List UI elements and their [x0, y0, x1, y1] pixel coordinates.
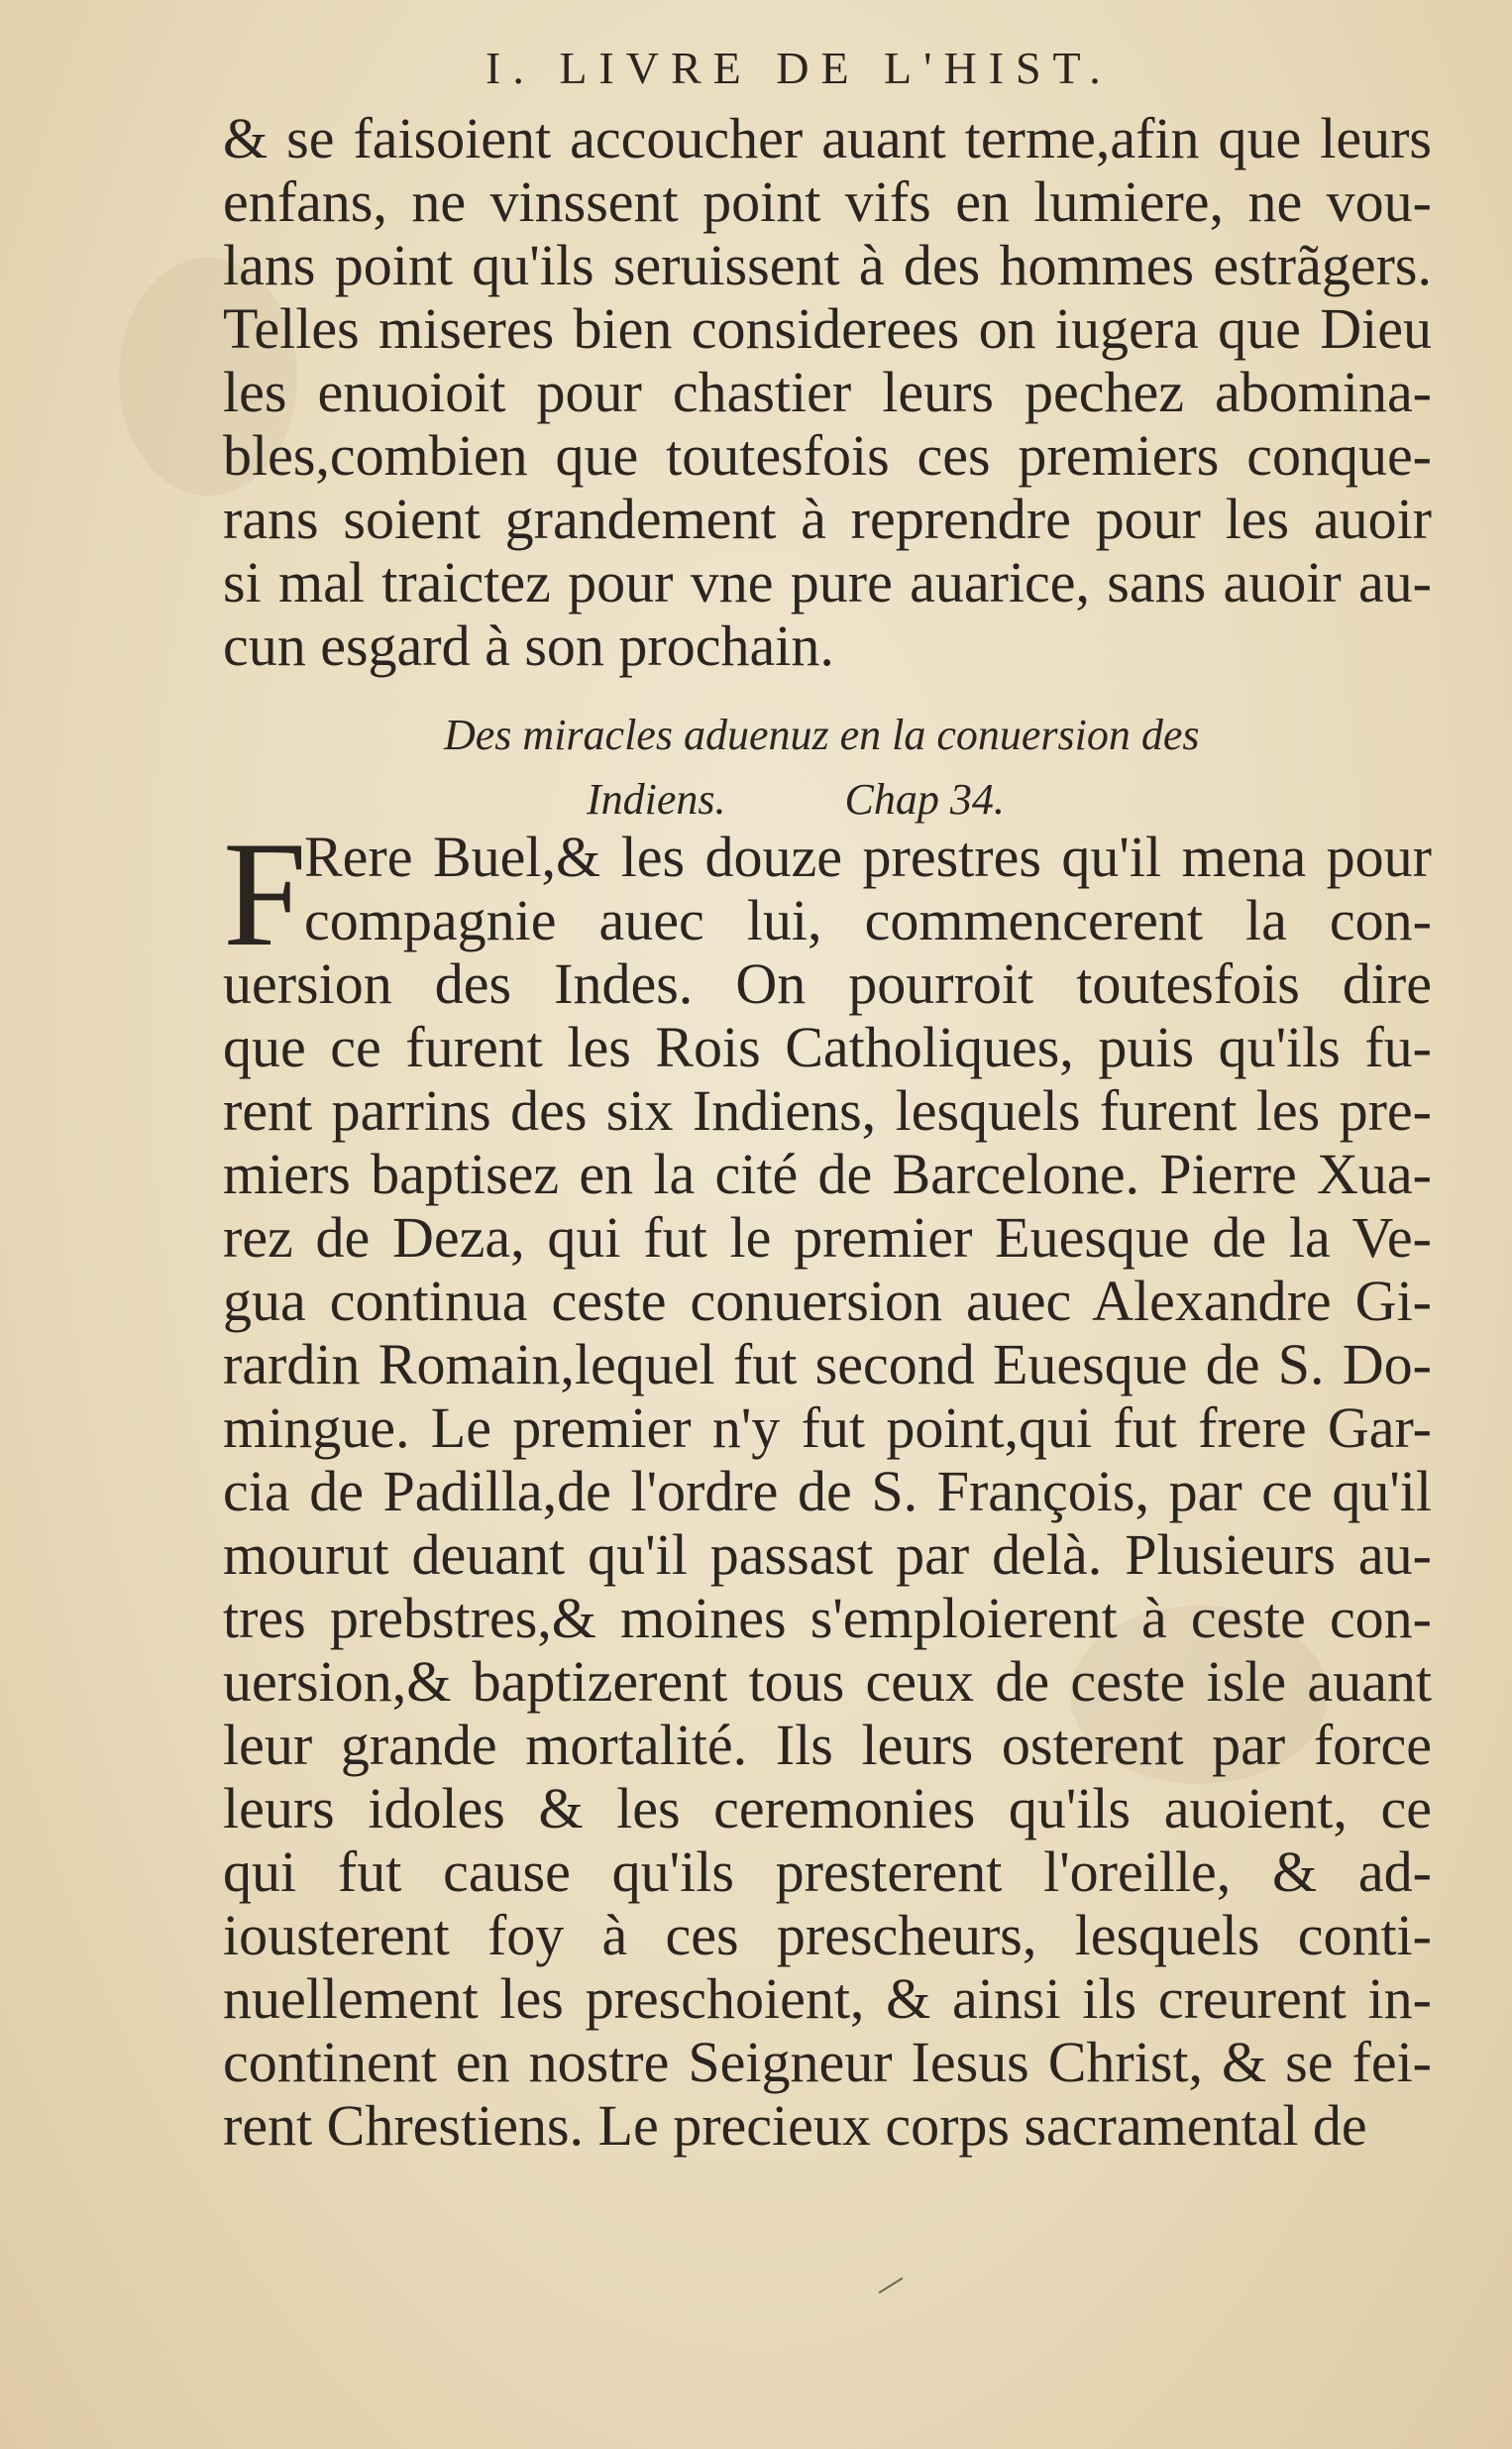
- text-line: bles,combien que toutesfois ces premiers conque-: [223, 423, 1432, 488]
- text-line: & se faisoient accoucher auant terme,afin que leurs: [223, 106, 1432, 170]
- chapter-title: Des miracles aduenuz en la conuersion des: [444, 711, 1200, 759]
- text-line: enfans, ne vinssent point vifs en lumiere, ne vou-: [223, 169, 1432, 234]
- text-line: rent parrins des six Indiens, lesquels furent les pre-: [223, 1078, 1432, 1143]
- text-line: Rere Buel,& les douze prestres qu'il mena pour: [304, 825, 1432, 889]
- text-line: continent en nostre Seigneur Iesus Christ, & se fei-: [223, 2030, 1432, 2094]
- text-line: que ce furent les Rois Catholiques, puis qu'ils fu-: [223, 1015, 1432, 1079]
- text-line: leurs idoles & les ceremonies qu'ils auoient, ce: [223, 1776, 1432, 1840]
- ink-mark: [879, 2278, 904, 2294]
- text-line: leur grande mortalité. Ils leurs osterent par force: [223, 1713, 1432, 1777]
- chapter-number: Chap 34.: [844, 775, 1005, 824]
- text-line: mingue. Le premier n'y fut point,qui fut frere Gar-: [223, 1395, 1432, 1460]
- text-line: rans soient grandement à reprendre pour les auoir: [223, 487, 1432, 551]
- text-line: qui fut cause qu'ils presterent l'oreille, & ad-: [223, 1839, 1432, 1904]
- text-line: uersion,& baptizerent tous ceux de ceste isle auant: [223, 1649, 1432, 1714]
- paragraph-continued: [223, 107, 1432, 678]
- text-line: gua continua ceste conuersion auec Alexandre Gi-: [223, 1269, 1432, 1333]
- running-head: I. LIVRE DE L'HIST.: [486, 43, 1113, 93]
- chapter-title-line2: [587, 768, 1005, 832]
- text-line: miers baptisez en la cité de Barcelone. Pierre Xua-: [223, 1142, 1432, 1206]
- text-line: cun esgard à son prochain.: [223, 613, 834, 678]
- text-line: rez de Deza, qui fut le premier Euesque de la Ve-: [223, 1205, 1432, 1270]
- text-line: rent Chrestiens. Le precieux corps sacramental de: [223, 2093, 1367, 2158]
- drop-cap: F: [223, 811, 307, 977]
- text-line: si mal traictez pour vne pure auarice, sans auoir au-: [223, 550, 1432, 614]
- text-line: mourut deuant qu'il passast par delà. Plusieurs au-: [223, 1522, 1432, 1587]
- text-line: compagnie auec lui, commencerent la con-: [304, 888, 1432, 952]
- chapter-body: [223, 811, 1432, 2158]
- text-line: cia de Padilla,de l'ordre de S. François, par ce qu'il: [223, 1459, 1432, 1523]
- text-line: nuellement les preschoient, & ainsi ils creurent in-: [223, 1966, 1432, 2031]
- text-line: lans point qu'ils seruissent à des hommes estrãgers.: [223, 233, 1432, 297]
- text-line: rardin Romain,lequel fut second Euesque de S. Do-: [223, 1332, 1432, 1396]
- text-line: tres prebstres,& moines s'emploierent à ceste con-: [223, 1586, 1432, 1650]
- text-line: uersion des Indes. On pourroit toutesfois dire: [223, 951, 1432, 1016]
- text-line: Telles miseres bien considerees on iugera que Dieu: [223, 296, 1432, 361]
- text-line: les enuoioit pour chastier leurs pechez abomina-: [223, 360, 1432, 424]
- text-line: iousterent foy à ces prescheurs, lesquels conti-: [223, 1903, 1432, 1967]
- chapter-title-word: Indiens.: [587, 775, 726, 824]
